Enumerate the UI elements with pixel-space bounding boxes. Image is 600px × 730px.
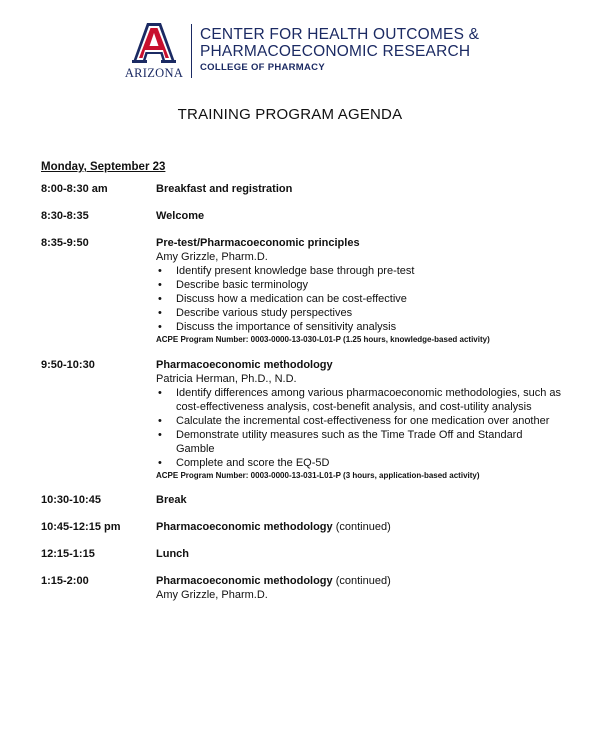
session-title [156,574,561,588]
agenda-time: 12:15-1:15 [41,548,95,560]
presenter-name: Patricia Herman, Ph.D., N.D. [156,372,297,385]
logo-wordmark: ARIZONA [124,66,184,80]
session-title-text: Pharmacoeconomic methodology [156,575,333,587]
agenda-content [156,493,561,507]
session-note: (continued) [332,575,391,587]
session-title-text: Pharmacoeconomic methodology [156,521,333,533]
objective-item: • Calculate the incremental cost-effectiveness for one medication over another [156,414,561,428]
agenda-time: 8:30-8:35 [41,210,89,222]
session-title [156,493,561,507]
agenda-content [156,520,561,534]
agenda-list [41,176,561,602]
session-title [156,520,561,534]
session-title-text: Lunch [156,548,189,560]
agenda-item [41,236,561,345]
session-title [156,358,561,372]
objective-item: • Identify present knowledge base through pre-test [156,264,561,278]
session-title-text: Break [156,494,187,506]
agenda-content [156,547,561,561]
objective-item: • Discuss how a medication can be cost-effective [156,292,561,306]
header [124,22,524,82]
acpe-program-number: ACPE Program Number: 0003-0000-13-031-L01-P (3 hours, application-based activity) [156,470,480,480]
agenda-time: 8:35-9:50 [41,237,89,249]
agenda-time: 9:50-10:30 [41,358,95,371]
agenda-item [41,182,561,196]
presenter-name: Amy Grizzle, Pharm.D. [156,251,268,263]
agenda-content [156,574,561,602]
agenda-content [156,182,561,196]
college-name: COLLEGE OF PHARMACY [200,62,325,73]
university-logo [124,22,188,80]
agenda-content [156,209,561,223]
org-name-line1: CENTER FOR HEALTH OUTCOMES & [200,26,480,43]
session-note: (continued) [332,521,391,533]
agenda-item [41,358,561,481]
agenda-time: 1:15-2:00 [41,575,89,587]
agenda-item [41,493,561,507]
session-title [156,236,561,250]
objective-item: • Identify differences among various pharmacoeconomic methodologies, such as cost-effectiveness analysis, cost-benefit analysis, and cost-utility analysis [156,386,561,414]
session-title [156,209,561,223]
org-name-line2: PHARMACOECONOMIC RESEARCH [200,43,471,60]
objective-item: • Complete and score the EQ-5D [156,456,561,470]
session-title-text: Breakfast and registration [156,183,293,195]
day-heading: Monday, September 23 [41,161,166,173]
document-title: TRAINING PROGRAM AGENDA [177,106,403,123]
agenda-time: 10:45-12:15 pm [41,521,121,533]
agenda-item [41,209,561,223]
session-title [156,547,561,561]
agenda-time: 8:00-8:30 am [41,183,108,195]
agenda-content [156,358,561,481]
agenda-time: 10:30-10:45 [41,494,101,506]
objective-item: • Discuss the importance of sensitivity analysis [156,320,561,334]
objectives-list [156,264,561,334]
session-title-text: Pre-test/Pharmacoeconomic principles [156,237,360,249]
block-a-logo-icon [132,22,176,64]
header-divider [191,24,192,78]
agenda-item [41,574,561,602]
objective-item: • Describe basic terminology [156,278,561,292]
objective-item: • Describe various study perspectives [156,306,561,320]
agenda-item [41,547,561,561]
objectives-list [156,386,561,470]
session-title-text: Pharmacoeconomic methodology [156,358,333,371]
presenter-name: Amy Grizzle, Pharm.D. [156,589,268,601]
session-title [156,182,561,196]
acpe-program-number: ACPE Program Number: 0003-0000-13-030-L01-P (1.25 hours, knowledge-based activity) [156,335,490,344]
agenda-content [156,236,561,345]
session-title-text: Welcome [156,210,205,222]
objective-item: • Demonstrate utility measures such as the Time Trade Off and Standard Gamble [156,428,561,456]
agenda-item [41,520,561,534]
